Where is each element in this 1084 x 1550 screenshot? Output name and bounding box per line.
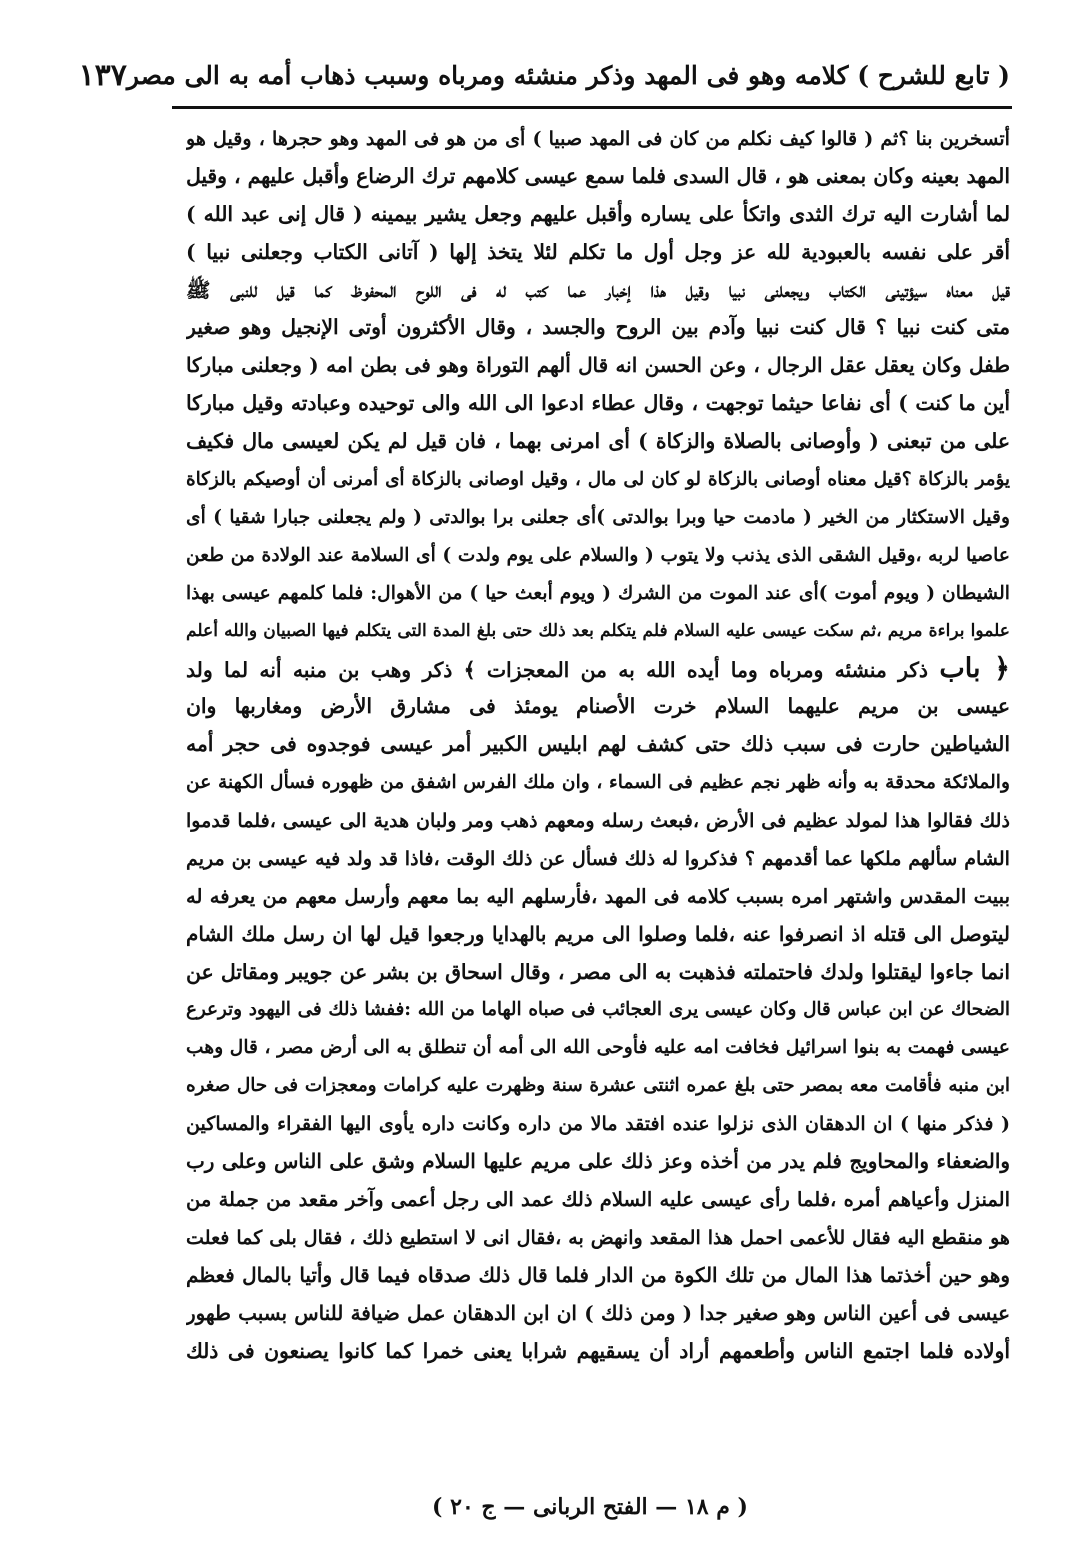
- text-line: علموا براءة مريم ،ثم سكت عيسى عليه السلام فلم يتكلم بعد ذلك حتى بلغ المدة التى يتكلم فيها الصبيان والله أعلم: [186, 620, 1010, 641]
- running-title: ( تابع للشرح ) كلامه وهو فى المهد وذكر منشئه ومرباه وسبب ذهاب أمه به الى مصر: [126, 60, 1010, 90]
- text-line: الشام سألهم ملكها عما أقدمهم ؟ فذكروا له ذلك فسأل عن ذلك الوقت ،فاذا قد ولد فيه عيسى بن مريم: [186, 846, 1010, 870]
- header-rule: [172, 106, 1012, 109]
- text-line: الضحاك عن ابن عباس قال وكان عيسى يرى العجائب فى صباه الهاما من الله :ففشا ذلك فى اليهود وترعرع: [186, 999, 1010, 1021]
- text-line: على من تبعنى ( وأوصانى بالصلاة والزكاة ) أى امرنى بهما ، فان قيل لم يكن لعيسى مال فكيف: [186, 429, 1010, 454]
- page-number: ١٣٧: [78, 57, 127, 93]
- text-line: عيسى فهمت به بنوا اسرائيل فخافت امه عليه فأوحى الله الى أمه أن تنطلق به الى أرض مصر ، قال وهب: [186, 1036, 1010, 1059]
- text-line: طفل وكان يعقل عقل الرجال ، وعن الحسن انه قال ألهم التوراة وهو فى بطن امه ( وجعلنى مباركا: [186, 353, 1010, 378]
- section-heading-line: [186, 650, 1010, 688]
- running-header: [78, 52, 1010, 98]
- text-line: أين ما كنت ) أى نفاعا حيثما توجهت ، وقال عطاء ادعوا الى الله والى توحيده وعبادته وقيل مباركا: [186, 391, 1010, 416]
- text-line: والضعفاء والمحاويج فلم يدر من أخذه وعز ذلك على مريم عليها السلام وشق على الناس وعلى رب: [186, 1149, 1010, 1174]
- text-line: أتسخرين بنا ؟ثم ( قالوا كيف نكلم من كان فى المهد صبيا ) أى من هو فى المهد وهو حجرها ، وقيل هو: [186, 127, 1010, 150]
- text-line: عاصيا لربه ،وقيل الشقى الذى يذنب ولا يتوب ( والسلام على يوم ولدت ) أى السلامة عند الولادة من طعن: [186, 543, 1010, 566]
- text-line: أولاده فلما اجتمع الناس وأطعمهم أراد أن يسقيهم شرابا يعنى خمرا كما كانوا يصنعون فى ذلك: [186, 1338, 1010, 1363]
- footer-signature: ( م ١٨ — الفتح الربانى — ج ٢٠ ): [432, 1494, 748, 1520]
- text-line: عيسى فى أعين الناس وهو صغير جدا ( ومن ذلك ) ان ابن الدهقان عمل ضيافة للناس بسبب طهور: [186, 1300, 1010, 1325]
- text-line: انما جاءوا ليقتلوا ولدك فاحتملته فذهبت به الى مصر ، وقال اسحاق بن بشر عن جويبر ومقاتل عن: [186, 959, 1010, 984]
- text-line: والملائكة محدقة به وأنه ظهر نجم عظيم فى السماء ، وان ملك الفرس اشفق من ظهوره فسأل الكهنة عن: [186, 771, 1010, 794]
- bab-heading: ﴿ باب: [939, 653, 1010, 685]
- text-line: يؤمر بالزكاة ؟قيل معناه أوصانى بالزكاة لو كان لى مال ، وقيل اوصانى بالزكاة أى أمرنى أن أوصيكم بالزكاة: [186, 469, 1010, 491]
- text-line: ليتوصل الى قتله اذ انصرفوا عنه ،فلما وصلوا الى مريم بالهدايا ورجعوا قيل لها ان رسل ملك الشام: [186, 921, 1010, 946]
- text-line: المنزل وأعياهم أمره ،فلما رأى عيسى عليه السلام ذلك عمد الى رجل أعمى وآخر مقعد من جملة من: [186, 1187, 1010, 1211]
- text-line: هو منقطع اليه فقال للأعمى احمل هذا المقعد وانهض به ،فقال انى لا استطيع ذلك ، فقال بلى كما فعلت: [186, 1225, 1010, 1249]
- text-line: المهد بعينه وكان بمعنى هو ، قال السدى فلما سمع عيسى كلامهم ترك الرضاع وأقبل عليهم ، وقيل: [186, 163, 1010, 188]
- text-line: متى كنت نبيا ؟ قال كنت نبيا وآدم بين الروح والجسد ، وقال الأكثرون أوتى الإنجيل وهو صغير: [186, 315, 1010, 340]
- text-line: عيسى بن مريم عليهما السلام خرت الأصنام يومئذ فى مشارق الأرض ومغاربها وان: [186, 694, 1010, 719]
- text-line: ( فذكر منها ) ان الدهقان الذى نزلوا عنده افتقد مالا من داره وكانت داره يأوى اليها الفقراء والمساكين: [186, 1112, 1010, 1136]
- text-line: قيل معناه سيؤتينى الكتاب ويجعلنى نبيا وقيل هذا إخبار عما كتب له فى اللوح المحفوظ كما قيل للنبى ﷺ: [186, 277, 1010, 302]
- text-line: ابن منبه فأقامت معه بمصر حتى بلغ عمره اثنتى عشرة سنة وظهرت عليه كرامات ومعجزات فى حال صغره: [186, 1075, 1010, 1097]
- text-line: ببيت المقدس واشتهر امره بسبب كلامه فى المهد ،فأرسلهم اليه بما معهم وأرسل معهم من يعرفه له: [186, 884, 1010, 908]
- text-line: وهو حين أخذتما هذا المال من تلك الكوة من الدار فلما قال ذلك صدقاه فيما قال وأتيا بالمال فعظم: [186, 1262, 1010, 1287]
- section-heading-text: ذكر منشئه ومرباه وما أيده الله به من المعجزات ﴾ ذكر وهب بن منبه أنه لما ولد: [186, 658, 928, 683]
- text-line: لما أشارت اليه ترك الثدى واتكأ على يساره وأقبل عليهم وجعل يشير بيمينه ( قال إنى عبد الله ): [186, 201, 1010, 226]
- text-line: الشياطين حارت فى سبب ذلك حتى كشف لهم ابليس الكبير أمر عيسى فوجدوه فى حجر أمه: [186, 732, 1010, 757]
- body-text: [186, 120, 1010, 1370]
- text-line: الشيطان ( ويوم أموت )أى عند الموت من الشرك ( ويوم أبعث حيا ) من الأهوال: فلما كلمهم عيسى بهذا: [186, 581, 1010, 604]
- text-line: أقر على نفسه بالعبودية لله عز وجل أول ما تكلم لئلا يتخذ إلها ( آتانى الكتاب وجعلنى نبيا ): [186, 239, 1010, 264]
- text-line: ذلك فقالوا هذا لمولد عظيم فى الأرض ،فبعث رسله ومعهم ذهب ومر ولبان هدية الى عيسى ،فلما قدموا: [186, 809, 1010, 833]
- text-line: وقيل الاستكثار من الخير ( مادمت حيا وبرا بوالدتى )أى جعلنى برا بوالدتى ( ولم يجعلنى جبارا شقيا ) أى: [186, 505, 1010, 528]
